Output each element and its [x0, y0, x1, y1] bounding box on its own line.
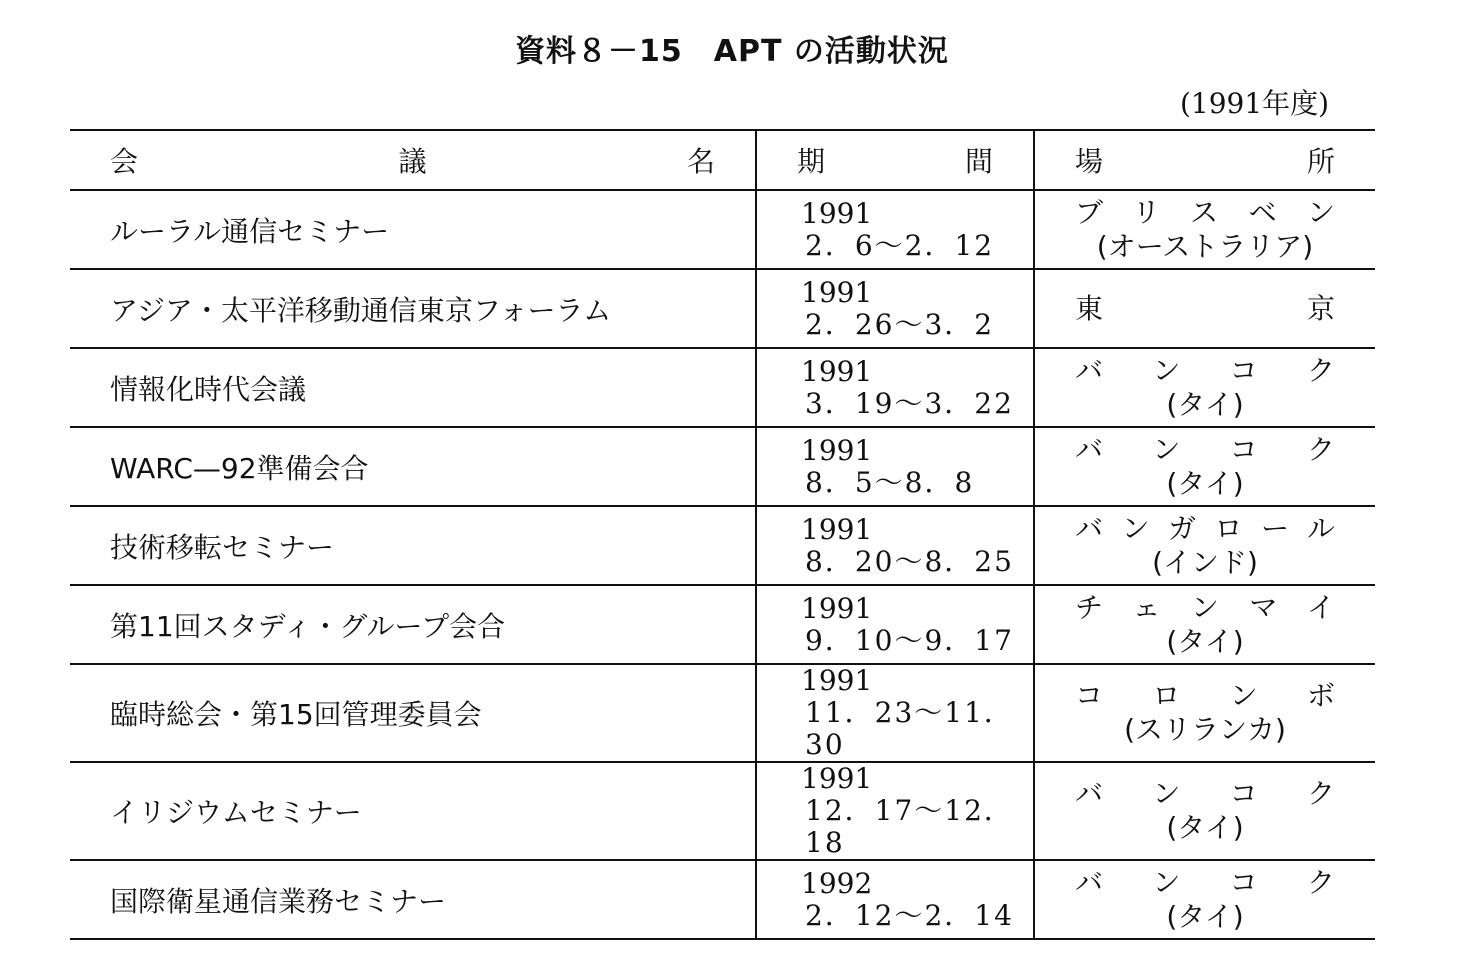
period-range: 2．6～2．12: [805, 228, 995, 262]
period-range: 2．12～2．14: [805, 898, 1014, 932]
period-year: 1991: [801, 762, 873, 795]
meeting-period: [756, 664, 1034, 762]
place-country: (オーストラリア): [1096, 229, 1314, 263]
header-period: [756, 130, 1034, 190]
meeting-place: [1034, 348, 1375, 427]
meeting-place: [1034, 585, 1375, 664]
meeting-period: [756, 348, 1034, 427]
period-range: 11．23～11．30: [805, 696, 1014, 761]
place-country: (タイ): [1166, 624, 1244, 658]
meeting-name: 技術移転セミナー: [70, 506, 756, 585]
header-meeting-name: [70, 130, 756, 190]
meeting-name: 臨時総会・第15回管理委員会: [70, 664, 756, 762]
table-header-row: [70, 130, 1375, 190]
period-year: 1991: [801, 591, 873, 625]
period-year: 1991: [801, 433, 873, 467]
place-city: ブリスベン: [1075, 195, 1335, 229]
period-year: 1991: [801, 512, 873, 546]
apt-activity-table: [70, 129, 1375, 940]
place-city: コロンボ: [1075, 679, 1335, 712]
table-row: [70, 427, 1375, 506]
table-row: [70, 860, 1375, 939]
period-range: 8．5～8．8: [805, 465, 975, 499]
table-row: [70, 585, 1375, 664]
place-country: (タイ): [1166, 387, 1244, 421]
place-country: (インド): [1152, 545, 1258, 579]
header-char: 期: [797, 145, 826, 178]
meeting-name: 第11回スタディ・グループ会合: [70, 585, 756, 664]
table-row: [70, 190, 1375, 269]
meeting-period: [756, 190, 1034, 269]
place-country: (スリランカ): [1124, 713, 1286, 746]
period-year: 1991: [801, 354, 873, 388]
fiscal-year-label: (1991年度): [1180, 87, 1330, 120]
meeting-name: 国際衛星通信業務セミナー: [70, 860, 756, 939]
place-city: バンコク: [1075, 353, 1335, 387]
meeting-place: [1034, 860, 1375, 939]
meeting-name: イリジウムセミナー: [70, 762, 756, 860]
place-city: バンコク: [1075, 865, 1335, 899]
meeting-period: [756, 762, 1034, 860]
meeting-place: [1034, 427, 1375, 506]
place-country: (タイ): [1166, 466, 1244, 500]
period-range: 12．17～12．18: [805, 794, 1014, 859]
table-row: [70, 348, 1375, 427]
table-row: [70, 269, 1375, 348]
period-range: 3．19～3．22: [805, 386, 1014, 420]
meeting-period: [756, 269, 1034, 348]
place-city: バンコク: [1075, 777, 1335, 810]
header-char: 名: [686, 145, 715, 178]
place-city: バンガロール: [1075, 511, 1335, 545]
meeting-period: [756, 506, 1034, 585]
meeting-name: 情報化時代会議: [70, 348, 756, 427]
period-range: 8．20～8．25: [805, 544, 1014, 578]
header-place: [1034, 130, 1375, 190]
header-char: 間: [964, 145, 993, 178]
period-year: 1991: [801, 664, 873, 697]
place-city: チェンマイ: [1075, 590, 1335, 624]
place-city: 東京: [1075, 291, 1335, 325]
period-year: 1992: [801, 866, 873, 900]
header-char: 所: [1306, 145, 1335, 178]
header-char: 会: [110, 145, 139, 178]
meeting-place: [1034, 269, 1375, 348]
meeting-period: [756, 860, 1034, 939]
meeting-place: [1034, 762, 1375, 860]
header-char: 場: [1075, 145, 1104, 178]
place-city: バンコク: [1075, 432, 1335, 466]
meeting-period: [756, 427, 1034, 506]
table-row: [70, 664, 1375, 762]
place-country: (タイ): [1166, 811, 1244, 844]
meeting-name: アジア・太平洋移動通信東京フォーラム: [70, 269, 756, 348]
period-range: 2．26～3．2: [805, 307, 995, 341]
meeting-name: ルーラル通信セミナー: [70, 190, 756, 269]
meeting-place: [1034, 664, 1375, 762]
table-row: [70, 506, 1375, 585]
header-char: 議: [398, 145, 427, 178]
meeting-place: [1034, 506, 1375, 585]
meeting-name: WARC—92準備会合: [70, 427, 756, 506]
place-country: (タイ): [1166, 899, 1244, 933]
period-year: 1991: [801, 275, 873, 309]
period-year: 1991: [801, 196, 873, 230]
document-title: 資料８－15 APT の活動状況: [515, 34, 949, 69]
table-row: [70, 762, 1375, 860]
period-range: 9．10～9．17: [805, 623, 1014, 657]
meeting-place: [1034, 190, 1375, 269]
meeting-period: [756, 585, 1034, 664]
